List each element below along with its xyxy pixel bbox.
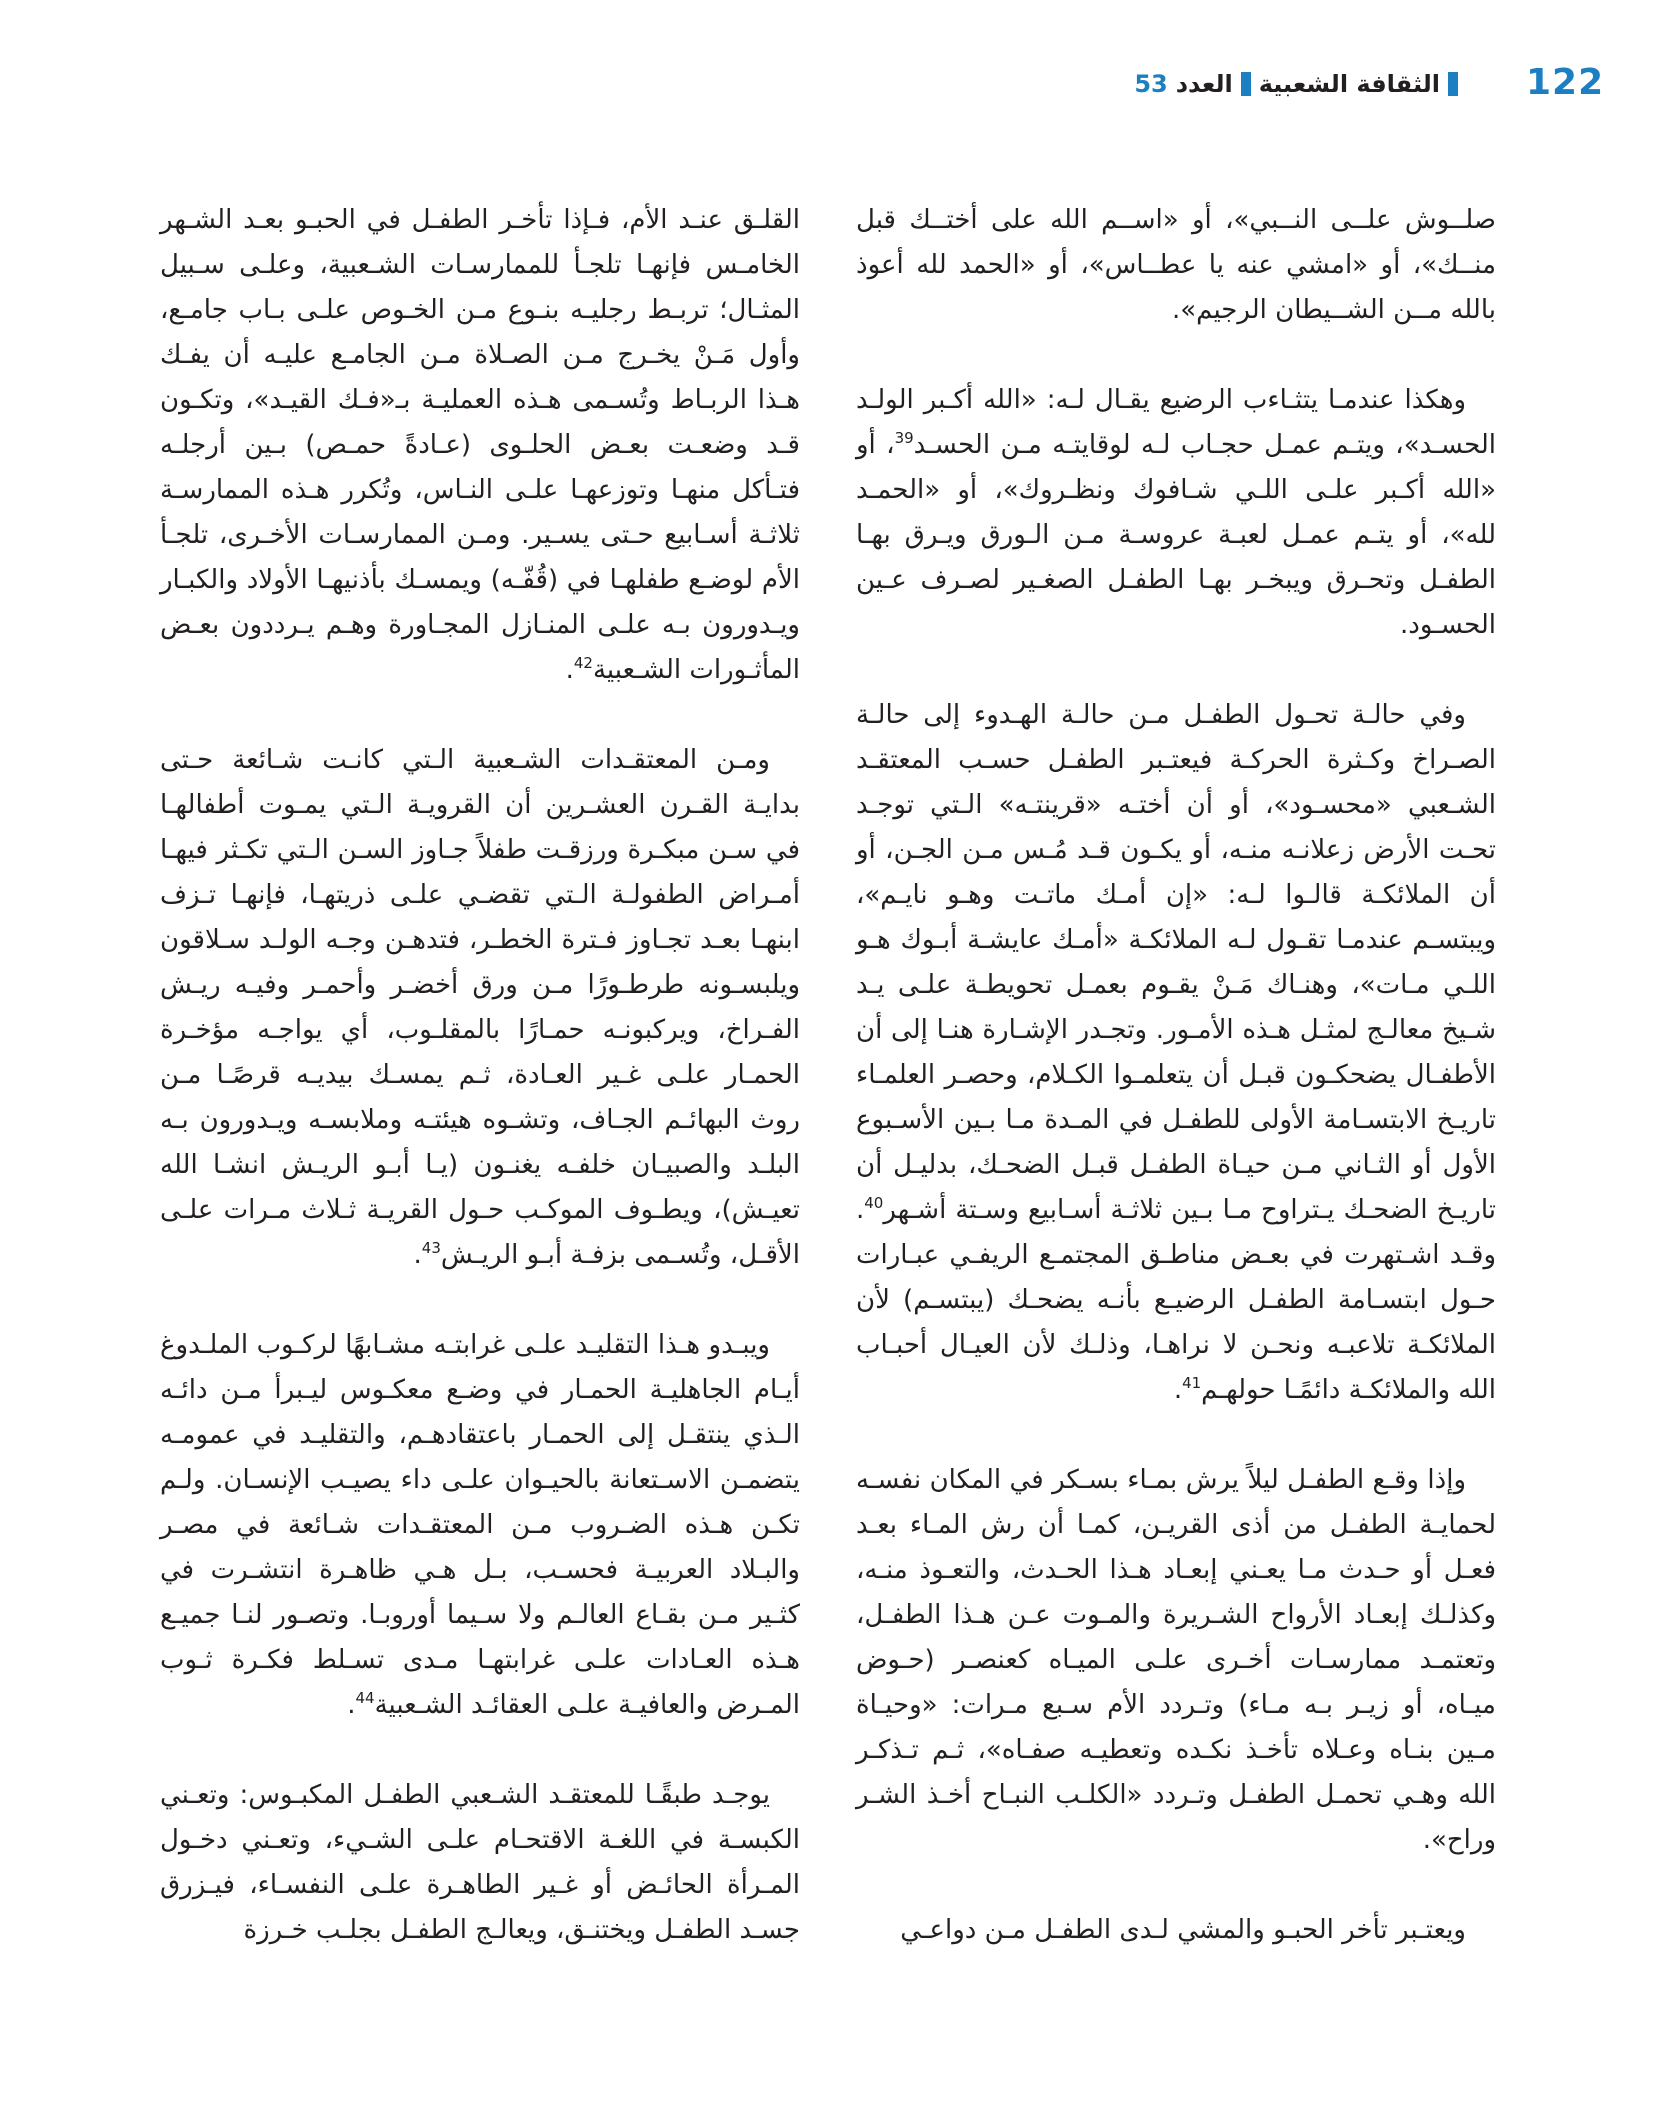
issue-number: 53: [1134, 70, 1168, 98]
left-column: [160, 198, 800, 1998]
footnote-ref: 42: [573, 654, 593, 672]
footnote-ref: 43: [421, 1239, 441, 1257]
right-column: [856, 198, 1496, 1998]
issue-label: العدد: [1175, 70, 1233, 98]
paragraph: صلــوش علــى النــبي»، أو «اســم الله على أختــك قبل منــك»، أو «امشي عنه يا عطــاس»، أو «الحمد لله أعوذ بالله مــن الشــيطان الرجيم».: [856, 205, 1496, 325]
footnote-ref: 39: [894, 429, 914, 447]
paragraph: ومـن المعتقـدات الشـعبية الـتي كانـت شـائعة حـتى بدايـة القـرن العشـرين أن القرويـة الـتي يمـوت أطفالهـا في سـن مبكـرة ورزقـت طفلاً جـاوز السـن الـتي تكـثر فيهـا أمـراض الطفولـة الـتي تقضـي علـى ذريتهـا، فإنهـا تـزف ابنهـا بعـد تجـاوز فـترة الخطـر، فتدهـن وجـه الولـد سـلاقون ويلبسـونه طرطـورًا مـن ورق أخضـر وأحمـر وفيـه ريـش الفـراخ، ويركبونـه حمـارًا بالمقلـوب، أي يواجـه مؤخـرة الحمـار علـى غـير العـادة، ثـم يمسـك بيديـه قرصًـا مـن روث البهائـم الجـاف، وتشـوه هيئتـه وملابسـه ويـدورون بـه البلـد والصبيـان خلفـه يغنـون (يـا أبـو الريـش انشـا الله تعيـش)، ويطـوف الموكـب حـول القريـة ثـلاث مـرات علـى الأقـل، وتُسـمى بزفـة أبـو الريـش$^{43}$.: [160, 745, 800, 1270]
paragraph: وهكذا عندمـا يتثـاءب الرضيع يقـال لـه: «الله أكـبر الولـد الحسـد»، ويتـم عمـل حجـاب لـه لوقايتـه مـن الحسـد$^{39}$، أو «الله أكـبر علـى اللـي شـافوك ونظـروك»، أو «الحمـد لله»، أو يتـم عمـل لعبـة عروسـة مـن الـورق ويـرق بهـا الطفـل وتحـرق ويبخـر بهـا الطفـل الصغـير لصـرف عـين الحسـود.: [856, 385, 1496, 640]
running-head: [1134, 70, 1458, 98]
footnote-ref: 40: [864, 1194, 884, 1212]
page-number: 122: [1526, 62, 1605, 103]
footnote-ref: 41: [1182, 1374, 1202, 1392]
paragraph: يوجـد طبقًـا للمعتقـد الشـعبي الطفـل المكبـوس: وتعـني الكبسـة في اللغـة الاقتحـام علـى الشـيء، وتعـني دخـول المـرأة الحائـض أو غـير الطاهـرة علـى النفسـاء، فيـزرق جسـد الطفـل ويختنـق، ويعالـج الطفـل بجلـب خـرزة: [160, 1780, 800, 1945]
footnote-ref: 44: [355, 1689, 375, 1707]
square-marker-icon: [1448, 72, 1458, 96]
paragraph: ويعتـبر تأخر الحبـو والمشي لـدى الطفـل مـن دواعـي: [900, 1915, 1466, 1945]
page-header: [0, 62, 1654, 112]
paragraph: وإذا وقـع الطفـل ليلاً يرش بمـاء بسـكر في المكان نفسـه لحمايـة الطفـل من أذى القريـن، كمـا أن رش المـاء بعـد فعـل أو حـدث مـا يعـني إبعـاد هـذا الحـدث، والتعـوذ منـه، وكذلـك إبعـاد الأرواح الشـريرة والمـوت عـن هـذا الطفـل، وتعتمـد ممارسـات أخـرى علـى الميـاه كعنصـر (حـوض ميـاه، أو زيـر بـه مـاء) وتـردد الأم سـبع مـرات: «وحيـاة مـين بنـاه وعـلاه تأخـذ نكـده وتعطيـه صفـاه»، ثـم تـذكـر الله وهـي تحمـل الطفـل وتـردد «الكلـب النبـاح أخـذ الشـر وراح».: [856, 1465, 1496, 1855]
paragraph: وفي حالـة تحـول الطفـل مـن حالـة الهـدوء إلى حالـة الصـراخ وكـثرة الحركـة فيعتـبر الطفـل حسـب المعتقـد الشـعبي «محسـود»، أو أن أختـه «قرينتـه» الـتي توجـد تحـت الأرض زعلانـه منـه، أو يكـون قـد مُـس مـن الجـن، أو أن الملائكـة قالـوا لـه: «إن أمـك ماتـت وهـو نايـم»، ويبتسـم عندمـا تقـول لـه الملائكـة «أمـك عايشـة أبـوك هـو اللـي مـات»، وهنـاك مَـنْ يقـوم بعمـل تحويطـة علـى يـد شـيخ معالـج لمثـل هـذه الأمـور. وتجـدر الإشـارة هنـا إلى أن الأطفـال يضحكـون قبـل أن يتعلمـوا الكـلام، وحصـر العلمـاء تاريـخ الابتسـامة الأولى للطفـل في المـدة مـا بـين الأسـبوع الأول أو الثـاني مـن حيـاة الطفـل قبـل الضحـك، بدليـل أن تاريـخ الضحـك يـتراوح مـا بـين ثلاثـة أسـابيع وسـتة أشـهر$^{40}$. وقـد اشـتهرت في بعـض مناطـق المجتمـع الريفـي عبـارات حـول ابتسـامة الطفـل الرضيـع بأنـه يضحـك (يبتسـم) لأن الملائكـة تلاعبـه ونحـن لا نراهـا، وذلـك لأن العيـال أحبـاب الله والملائكـة دائمًـا حولهـم$^{41}$.: [856, 700, 1496, 1405]
magazine-title: الثقافة الشعبية: [1258, 70, 1440, 98]
paragraph: ويبـدو هـذا التقليـد علـى غرابتـه مشـابهًا لركـوب الملـدوغ أيـام الجاهليـة الحمـار في وضـع معكـوس ليـبرأ مـن دائـه الـذي ينتقـل إلى الحمـار باعتقادهـم، والتقليـد في عمومـه يتضمـن الاسـتعانة بالحيـوان علـى داء يصيـب الإنسـان. ولـم تكـن هـذه الضـروب مـن المعتقـدات شـائعة في مصـر والبـلاد العربيـة فحسـب، بـل هـي ظاهـرة انتشـرت في كثـير مـن بقـاع العالـم ولا سـيما أوروبـا. وتصـور لنـا جميـع هـذه العـادات علـى غرابتهـا مـدى تسـلط فكـرة ثـوب المـرض والعافيـة علـى العقائـد الشـعبية$^{44}$.: [160, 1330, 800, 1720]
square-marker-icon: [1241, 72, 1251, 96]
paragraph: القلـق عنـد الأم، فـإذا تأخـر الطفـل في الحبـو بعـد الشـهر الخامـس فإنهـا تلجـأ للممارسـات الشـعبية، وعلـى سـبيل المثـال؛ تربـط رجليـه بنـوع مـن الخـوص علـى بـاب جامـع، وأول مَـنْ يخـرج مـن الصـلاة مـن الجامـع عليـه أن يفـك هـذا الربـاط وتُسـمى هـذه العمليـة بـ«فـك القيـد»، وتكـون قـد وضعـت بعـض الحلـوى (عـادةً حمـص) بـين أرجلـه فتـأكل منهـا وتوزعهـا علـى النـاس، وتُكرر هـذه الممارسـة ثلاثـة أسـابيع حـتى يسـير. ومـن الممارسـات الأخـرى، تلجـأ الأم لوضـع طفلهـا في (قُفّـه) ويمسـك بأذنيهـا الأولاد والكبـار ويـدورون بـه علـى المنـازل المجـاورة وهـم يـرددون بعـض المأثـورات الشـعبية$^{42}$.: [160, 205, 800, 685]
